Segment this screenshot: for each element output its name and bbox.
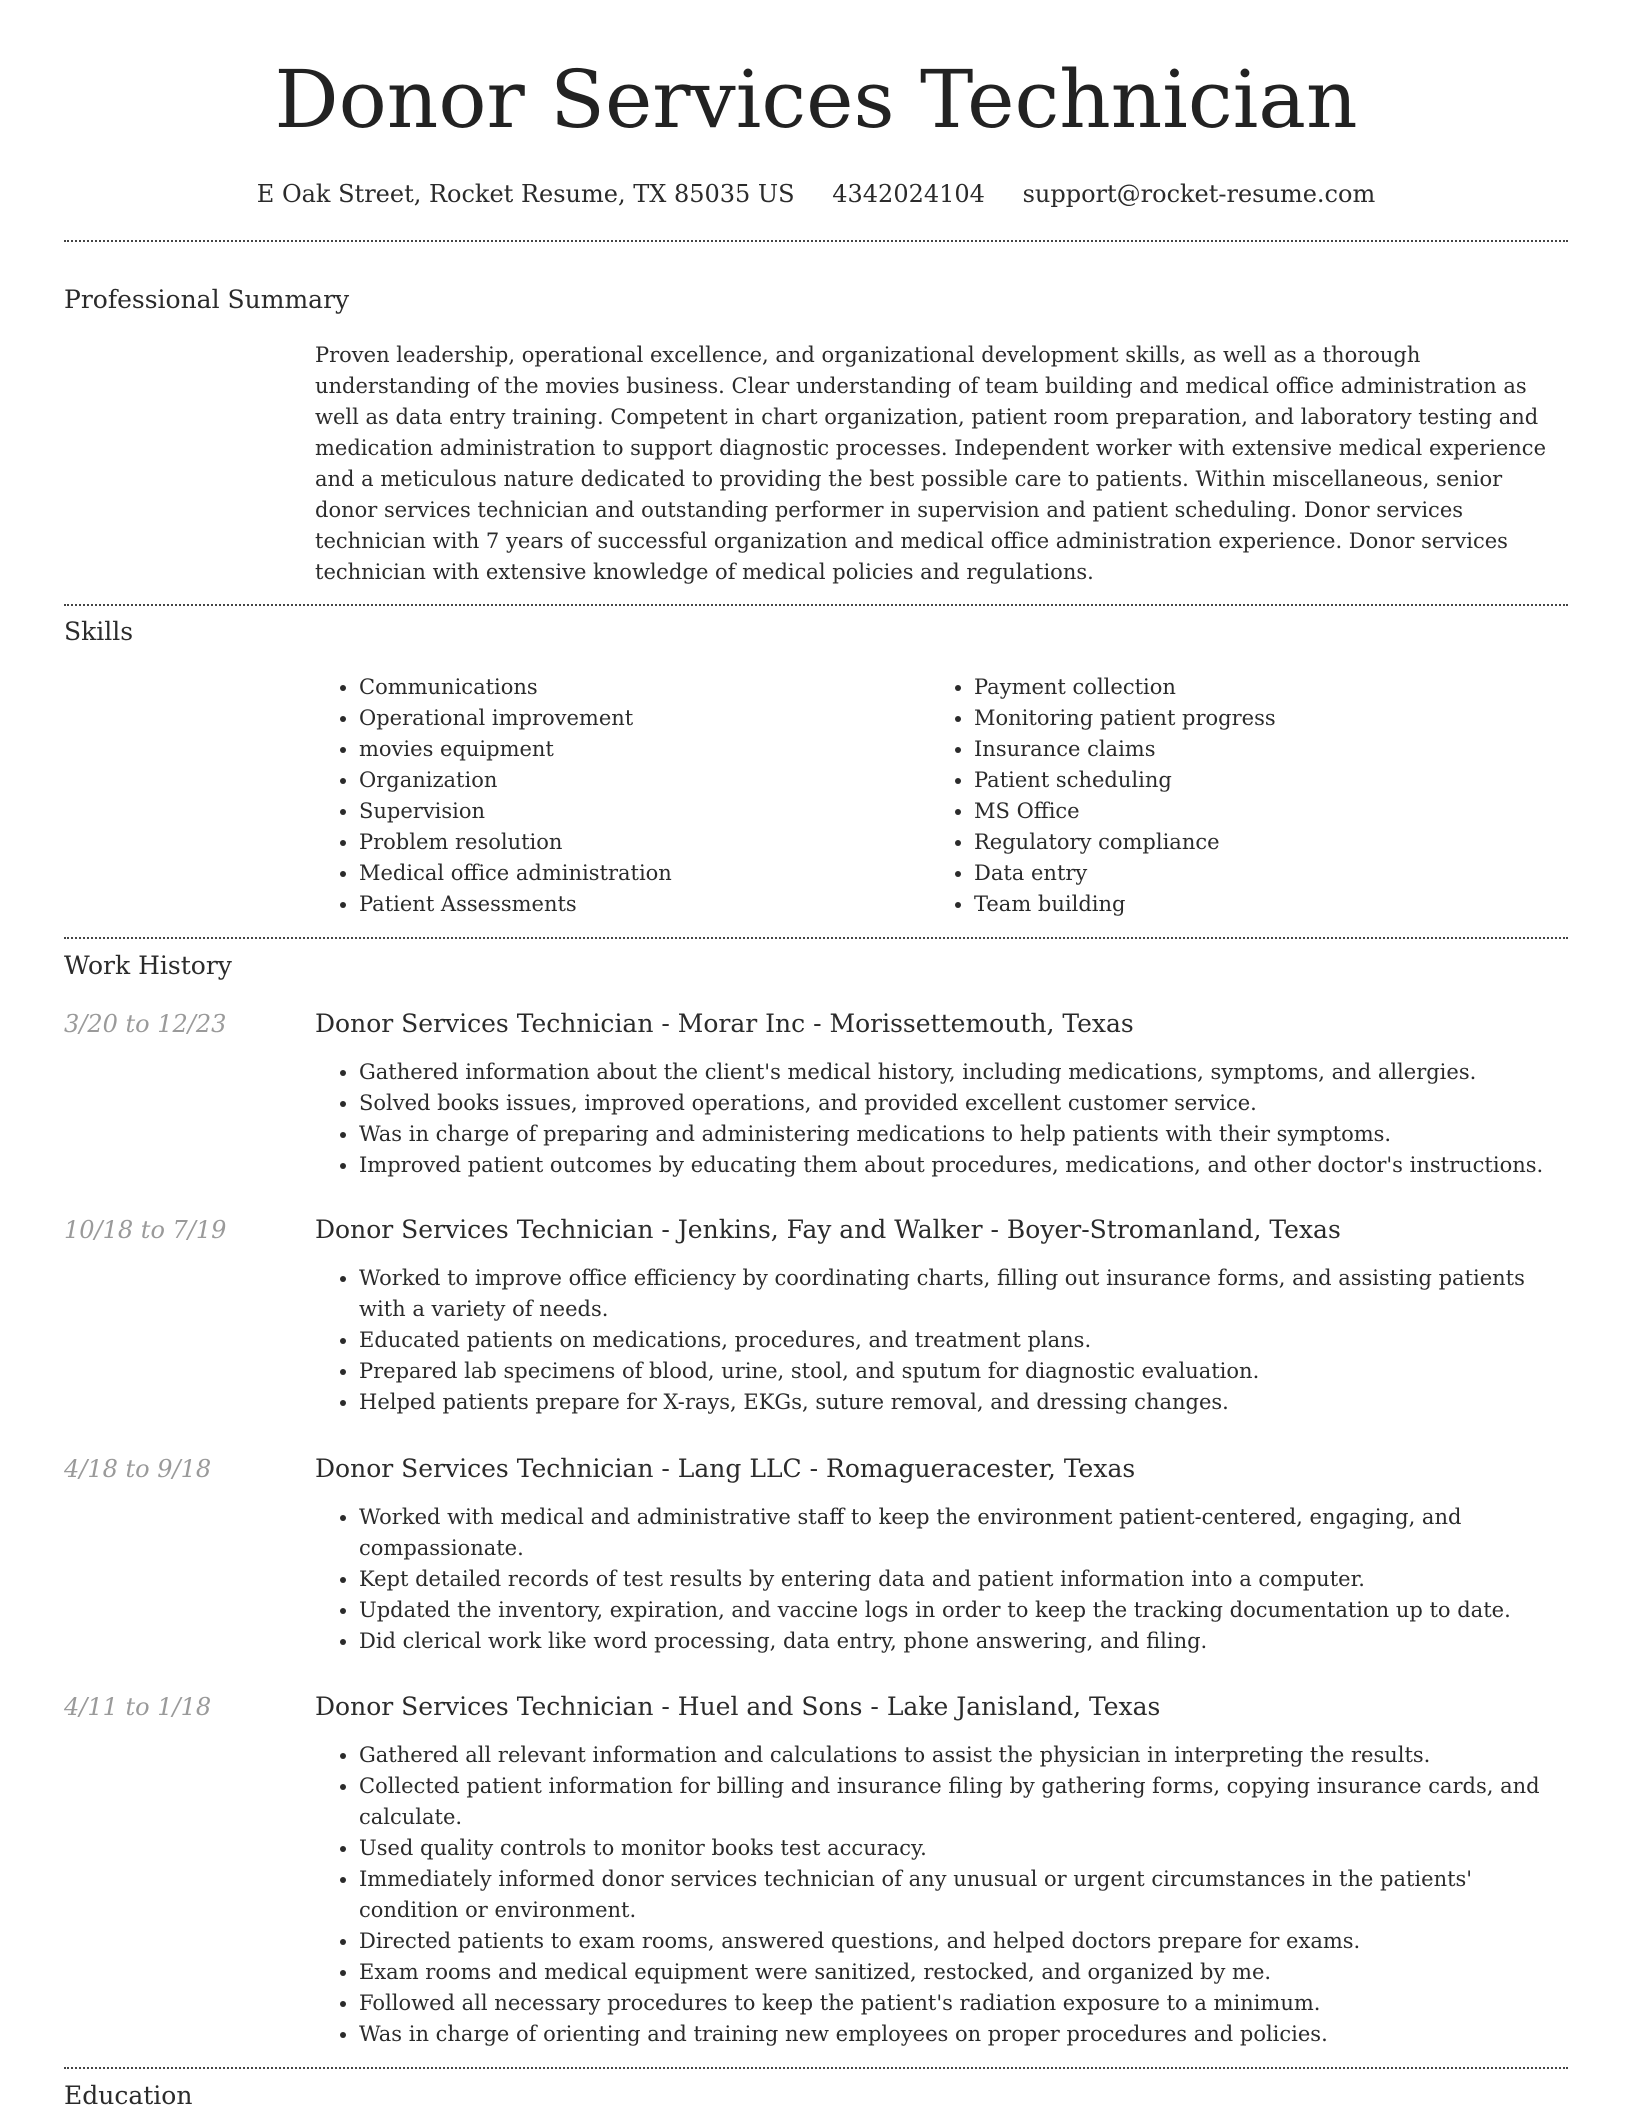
job-bullet: • Prepared lab specimens of blood, urine, stool, and sputum for diagnostic evaluation. — [359, 1356, 1568, 1387]
skill-item: • Insurance claims — [974, 734, 1545, 765]
skill-item: • MS Office — [974, 796, 1545, 827]
skills-column-left — [315, 672, 930, 920]
skill-item: • Medical office administration — [359, 858, 930, 889]
job-bullet: • Directed patients to exam rooms, answered questions, and helped doctors prepare for exams. — [359, 1926, 1568, 1957]
skills-column-right — [930, 672, 1545, 920]
job-dates: 10/18 to 7/19 — [64, 1216, 227, 1244]
job-bullets — [315, 1057, 1568, 1181]
job-bullet: • Educated patients on medications, procedures, and treatment plans. — [359, 1325, 1568, 1356]
candidate-name: Donor Services Technician — [274, 53, 1358, 146]
section-divider — [64, 240, 1568, 242]
summary-heading: Professional Summary — [64, 285, 350, 314]
job-dates: 3/20 to 12/23 — [64, 1010, 227, 1038]
section-divider — [64, 604, 1568, 606]
work-history-heading: Work History — [64, 951, 232, 980]
education-heading: Education — [64, 2081, 193, 2110]
skill-item: • Problem resolution — [359, 827, 930, 858]
job-title: Donor Services Technician - Lang LLC - Romagueracester, Texas — [315, 1454, 1136, 1483]
job-bullet: • Helped patients prepare for X-rays, EKGs, suture removal, and dressing changes. — [359, 1387, 1568, 1418]
skill-item: • Data entry — [974, 858, 1545, 889]
job-bullet: • Immediately informed donor services technician of any unusual or urgent circumstances in the patients' condition or environment. — [359, 1864, 1568, 1926]
job-bullet: • Kept detailed records of test results by entering data and patient information into a computer. — [359, 1564, 1568, 1595]
skill-item: • Communications — [359, 672, 930, 703]
contact-phone: 4342024104 — [832, 180, 985, 208]
job-bullet: • Updated the inventory, expiration, and vaccine logs in order to keep the tracking documentation up to date. — [359, 1595, 1568, 1626]
skills-heading: Skills — [64, 617, 134, 646]
job-bullet: • Was in charge of preparing and administering medications to help patients with their symptoms. — [359, 1119, 1568, 1150]
resume-header — [64, 52, 1568, 210]
section-divider — [64, 937, 1568, 939]
skills-list — [315, 672, 1568, 920]
skill-item: • Regulatory compliance — [974, 827, 1545, 858]
skill-item: • Patient scheduling — [974, 765, 1545, 796]
job-bullet: • Solved books issues, improved operations, and provided excellent customer service. — [359, 1088, 1568, 1119]
job-title: Donor Services Technician - Morar Inc - Morissettemouth, Texas — [315, 1009, 1134, 1038]
job-bullet: • Improved patient outcomes by educating them about procedures, medications, and other doctor's instructions. — [359, 1150, 1568, 1181]
contact-email: support@rocket-resume.com — [1022, 180, 1376, 208]
contact-address: E Oak Street, Rocket Resume, TX 85035 US — [256, 180, 795, 208]
job-bullet: • Worked with medical and administrative staff to keep the environment patient-centered, engaging, and compassionate. — [359, 1502, 1568, 1564]
summary-text: Proven leadership, operational excellence, and organizational development skills, as well as a thorough understanding of the movies business. Clear understanding of team building and medical office administration as well as data entry training. Competent in chart organization, patient room preparation, and laboratory testing and medication administration to support diagnostic processes. Independent worker with extensive medical experience and a meticulous nature dedicated to providing the best possible care to patients. Within miscellaneous, senior donor services technician and outstanding performer in supervision and patient scheduling. Donor services technician with 7 years of successful organization and medical office administration experience. Donor services technician with extensive knowledge of medical policies and regulations. — [315, 343, 1546, 584]
job-bullets — [315, 1263, 1568, 1418]
job-bullet: • Followed all necessary procedures to keep the patient's radiation exposure to a minimum. — [359, 1988, 1568, 2019]
section-divider — [64, 2067, 1568, 2069]
job-title: Donor Services Technician - Huel and Sons - Lake Janisland, Texas — [315, 1692, 1161, 1721]
job-bullet: • Exam rooms and medical equipment were sanitized, restocked, and organized by me. — [359, 1957, 1568, 1988]
skill-item: • Team building — [974, 889, 1545, 920]
job-dates: 4/18 to 9/18 — [64, 1455, 212, 1483]
job-bullet: • Gathered information about the client's medical history, including medications, symptoms, and allergies. — [359, 1057, 1568, 1088]
job-bullet: • Was in charge of orienting and training new employees on proper procedures and policies. — [359, 2019, 1568, 2050]
job-bullets — [315, 1502, 1568, 1657]
skill-item: • movies equipment — [359, 734, 930, 765]
job-bullet: • Did clerical work like word processing, data entry, phone answering, and filing. — [359, 1626, 1568, 1657]
job-bullet: • Collected patient information for billing and insurance filing by gathering forms, copying insurance cards, and calculate. — [359, 1771, 1568, 1833]
contact-line — [64, 178, 1568, 210]
job-bullet: • Used quality controls to monitor books test accuracy. — [359, 1833, 1568, 1864]
job-dates: 4/11 to 1/18 — [64, 1693, 212, 1721]
job-bullet: • Gathered all relevant information and calculations to assist the physician in interpreting the results. — [359, 1740, 1568, 1771]
skill-item: • Payment collection — [974, 672, 1545, 703]
skill-item: • Organization — [359, 765, 930, 796]
job-title: Donor Services Technician - Jenkins, Fay and Walker - Boyer-Stromanland, Texas — [315, 1215, 1341, 1244]
job-bullet: • Worked to improve office efficiency by coordinating charts, filling out insurance forms, and assisting patients with a variety of needs. — [359, 1263, 1568, 1325]
skill-item: • Operational improvement — [359, 703, 930, 734]
skill-item: • Patient Assessments — [359, 889, 930, 920]
skill-item: • Supervision — [359, 796, 930, 827]
skill-item: • Monitoring patient progress — [974, 703, 1545, 734]
job-bullets — [315, 1740, 1568, 2050]
